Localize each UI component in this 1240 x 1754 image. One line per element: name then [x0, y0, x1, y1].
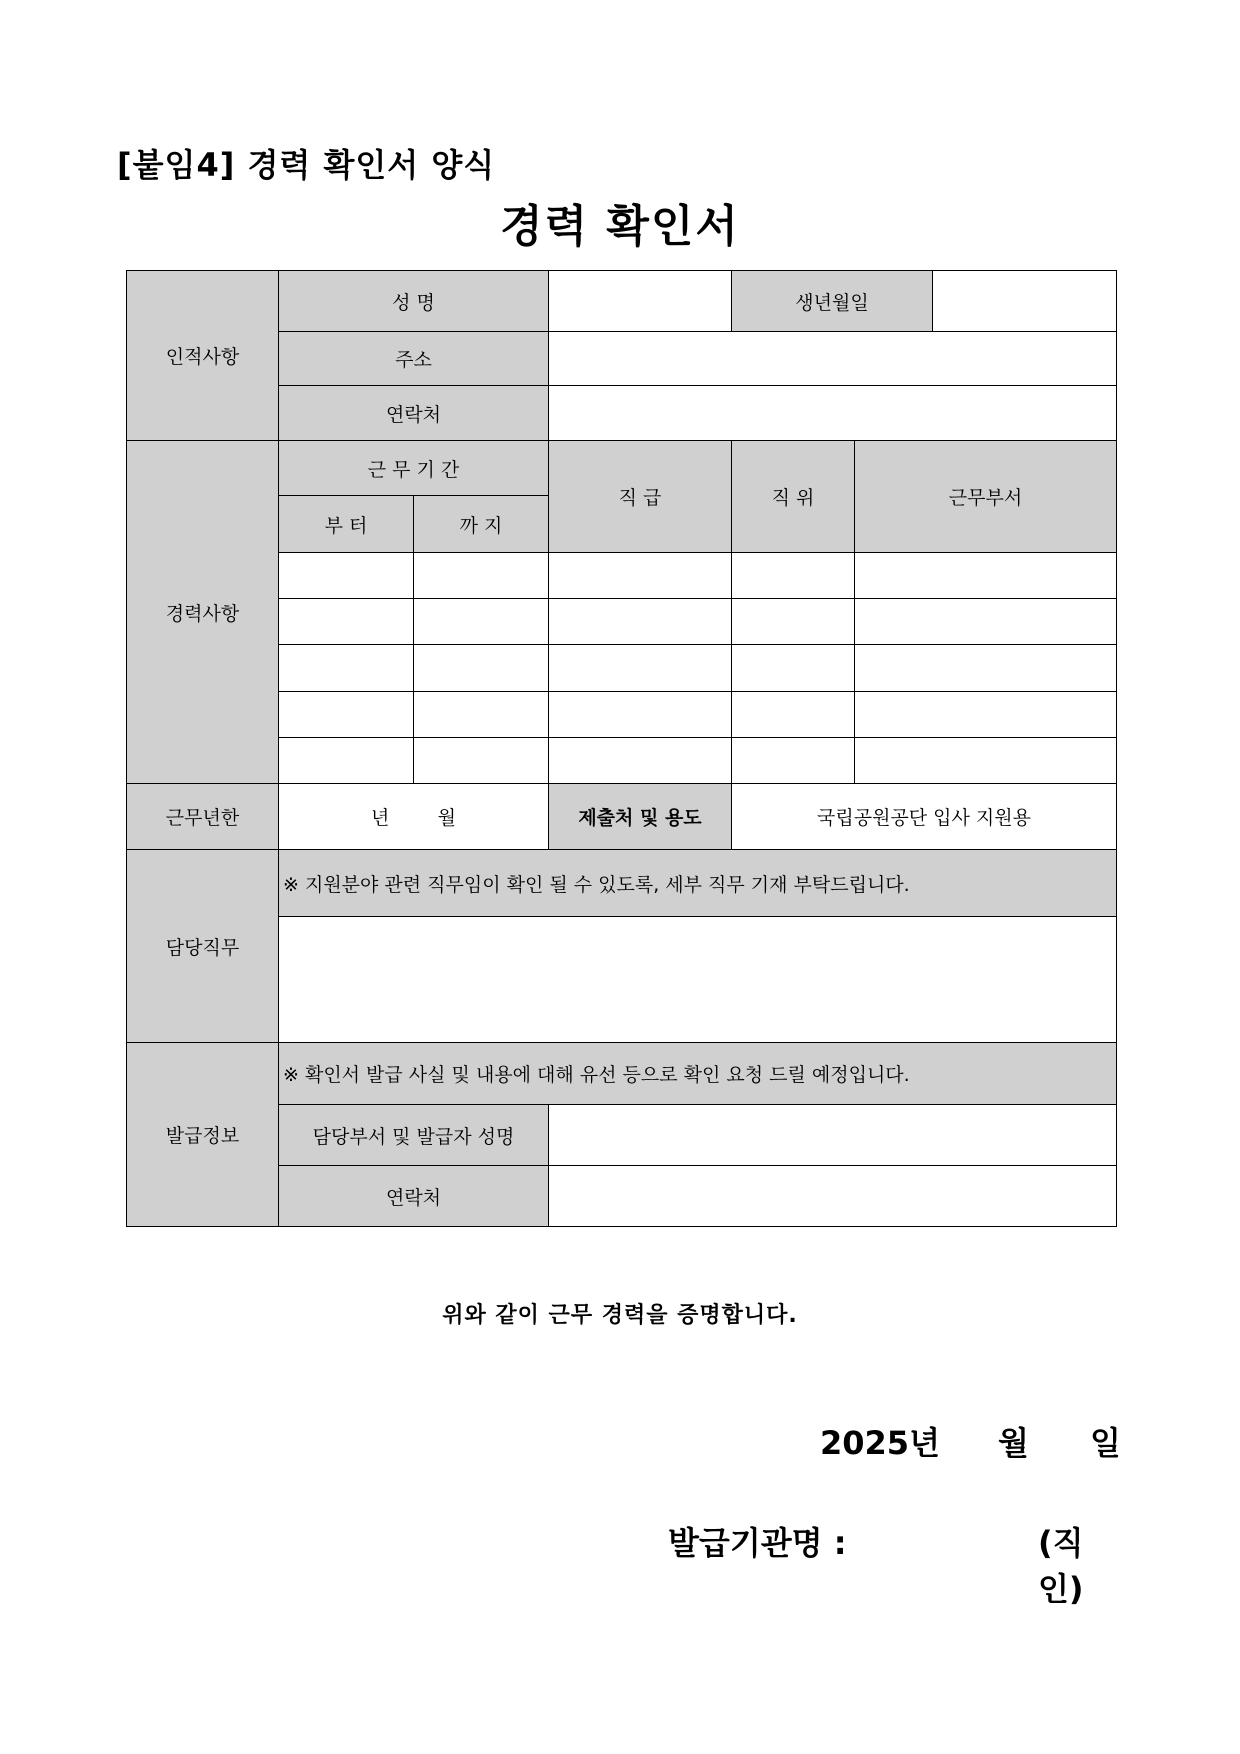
career-to-cell[interactable]: [414, 553, 549, 599]
career-certificate-form: [126, 270, 1117, 1227]
issuer-contact-label: 연락처: [279, 1166, 549, 1227]
issue-label: 발급정보: [127, 1043, 279, 1227]
career-position-cell[interactable]: [732, 553, 855, 599]
grade-label: 직 급: [549, 441, 732, 553]
name-label: 성 명: [279, 271, 549, 332]
career-position-cell[interactable]: [732, 599, 855, 645]
contact-field[interactable]: [549, 386, 1117, 441]
address-field[interactable]: [549, 332, 1117, 386]
career-grade-cell[interactable]: [549, 692, 732, 738]
career-to-cell[interactable]: [414, 599, 549, 645]
career-department-cell[interactable]: [855, 599, 1117, 645]
document-title: 경력 확인서: [500, 201, 740, 252]
career-to-cell[interactable]: [414, 645, 549, 692]
career-department-cell[interactable]: [855, 692, 1117, 738]
career-from-cell[interactable]: [279, 738, 414, 784]
career-grade-cell[interactable]: [549, 738, 732, 784]
period-label: 근 무 기 간: [279, 441, 549, 496]
career-section-label: 경력사항: [127, 441, 279, 784]
seal-text: (직인): [1038, 1524, 1084, 1608]
career-grade-cell[interactable]: [549, 645, 732, 692]
career-to-cell[interactable]: [414, 692, 549, 738]
career-to-cell[interactable]: [414, 738, 549, 784]
date-day: 일: [1090, 1424, 1121, 1462]
duties-note: ※ 지원분야 관련 직무임이 확인 될 수 있도록, 세부 직무 기재 부탁드립니다.: [279, 850, 1117, 917]
address-label: 주소: [279, 332, 549, 386]
career-grade-cell[interactable]: [549, 553, 732, 599]
personal-section-label: 인적사항: [127, 271, 279, 441]
contact-label: 연락처: [279, 386, 549, 441]
from-label: 부 터: [279, 496, 414, 553]
career-position-cell[interactable]: [732, 645, 855, 692]
to-label: 까 지: [414, 496, 549, 553]
career-from-cell[interactable]: [279, 645, 414, 692]
date-month: 월: [998, 1424, 1029, 1462]
birth-field[interactable]: [933, 271, 1117, 332]
department-label: 근무부서: [855, 441, 1117, 553]
career-from-cell[interactable]: [279, 599, 414, 645]
career-grade-cell[interactable]: [549, 599, 732, 645]
career-from-cell[interactable]: [279, 692, 414, 738]
duties-field[interactable]: [279, 917, 1117, 1043]
birth-label: 생년월일: [732, 271, 933, 332]
date-year: 2025년: [820, 1424, 940, 1462]
career-department-cell[interactable]: [855, 645, 1117, 692]
career-from-cell[interactable]: [279, 553, 414, 599]
duties-label: 담당직무: [127, 850, 279, 1043]
submit-value: 국립공원공단 입사 지원용: [732, 784, 1117, 850]
submit-label: 제출처 및 용도: [549, 784, 732, 850]
position-label: 직 위: [732, 441, 855, 553]
tenure-label: 근무년한: [127, 784, 279, 850]
career-department-cell[interactable]: [855, 738, 1117, 784]
issuer-name-label: 담당부서 및 발급자 성명: [279, 1105, 549, 1166]
attachment-title: [붙임4] 경력 확인서 양식: [117, 146, 496, 184]
issuer-name-field[interactable]: [549, 1105, 1117, 1166]
issuer-contact-field[interactable]: [549, 1166, 1117, 1227]
career-position-cell[interactable]: [732, 692, 855, 738]
issuer-org-label: 발급기관명 :: [668, 1524, 847, 1562]
career-position-cell[interactable]: [732, 738, 855, 784]
issue-note: ※ 확인서 발급 사실 및 내용에 대해 유선 등으로 확인 요청 드릴 예정입니다.: [279, 1043, 1117, 1105]
tenure-field[interactable]: 년 월: [279, 784, 549, 850]
name-field[interactable]: [549, 271, 732, 332]
career-department-cell[interactable]: [855, 553, 1117, 599]
certify-statement: 위와 같이 근무 경력을 증명합니다.: [442, 1303, 798, 1328]
